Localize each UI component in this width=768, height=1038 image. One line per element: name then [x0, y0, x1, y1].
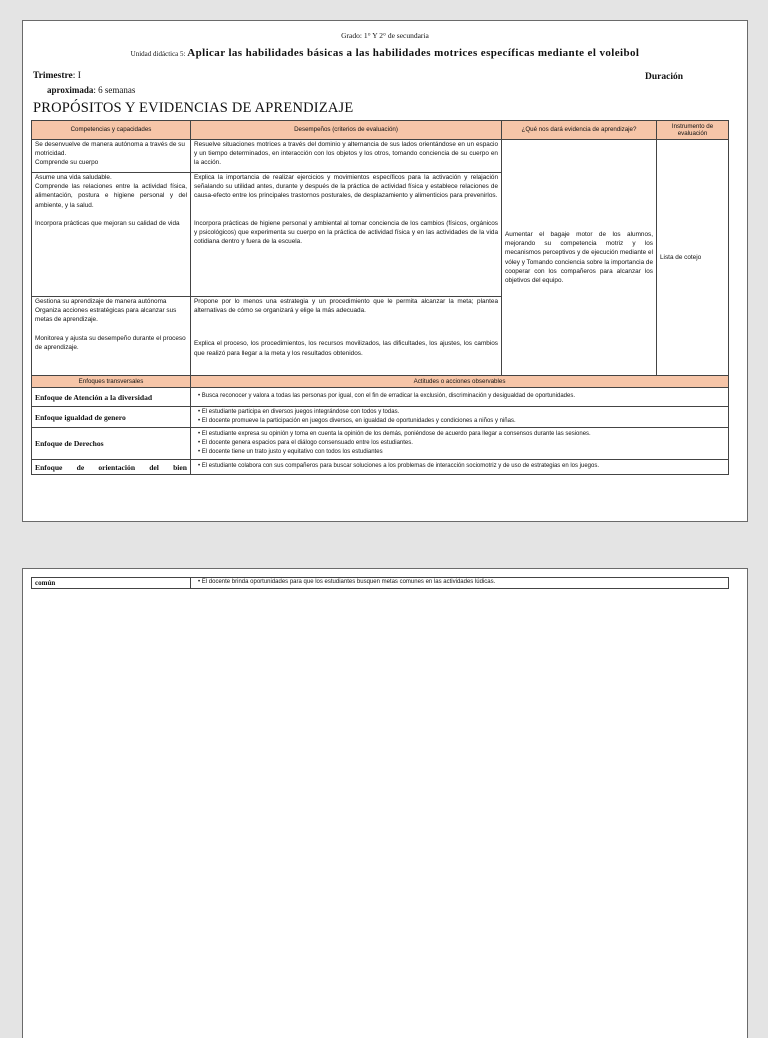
aproximada-value: : 6 semanas	[93, 85, 136, 95]
actitudes-cell	[191, 428, 729, 460]
enfoque-name: Enfoque de Atención a la diversidad	[32, 388, 191, 407]
actitud-item: • El estudiante participa en diversos juegos integrándose con todos y todas.	[198, 408, 725, 417]
purposes-table	[31, 120, 729, 475]
table-row	[32, 388, 729, 407]
header-actitudes: Actitudes o acciones observables	[191, 376, 729, 388]
competencia-text: Gestiona su aprendizaje de manera autónoma	[35, 298, 167, 305]
table-row	[32, 407, 729, 428]
table-row	[32, 460, 729, 475]
header-instrumento: Instrumento de evaluación	[657, 121, 729, 140]
unit-title-line	[23, 47, 747, 59]
enfoque-name: Enfoque igualdad de genero	[32, 407, 191, 428]
trimestre	[33, 71, 81, 81]
actitud-item: • El docente promueve la participación en juegos diversos, en igualdad de oportunidades y condiciones a niños y niñas.	[198, 417, 725, 426]
grade-line: Grado: 1° Y 2° de secundaria	[341, 31, 429, 40]
desempeno-text: Explica la importancia de realizar ejercicios y movimientos específicos para la activación y relajación señalando su utilidad antes, durante y después de la práctica de actividad física y establece relaciones de causa-efecto entre los principales trastornos posturales, de desplazamiento y alimenticios para prevenirlos.	[194, 174, 498, 200]
header-evidencia: ¿Qué nos dará evidencia de aprendizaje?	[502, 121, 657, 140]
enfoque-name: Enfoque de Derechos	[32, 428, 191, 460]
header-enfoques: Enfoques transversales	[32, 376, 191, 388]
capacidad-text: Comprende su cuerpo	[35, 159, 99, 167]
actitudes-cell	[191, 407, 729, 428]
duracion-label: Duración	[645, 72, 683, 82]
competencia-cell	[32, 173, 191, 297]
continuation-table	[31, 577, 729, 589]
actitud-item: • Busca reconocer y valora a todas las personas por igual, con el fin de erradicar la exclusión, discriminación y desigualdad de oportunidades.	[198, 392, 725, 401]
capacidad-text: Monitorea y ajusta su desempeño durante el proceso de aprendizaje.	[35, 334, 186, 351]
unit-prefix: Unidad didáctica 5:	[130, 50, 186, 58]
header-competencias: Competencias y capacidades	[32, 121, 191, 140]
competencia-text: Asume una vida saludable.	[35, 174, 112, 181]
document-page-2	[22, 568, 748, 1038]
actitud-item: • El docente genera espacios para el diálogo consensuado entre los estudiantes.	[198, 439, 725, 448]
capacidad-text: Comprende las relaciones entre la actividad física, alimentación, postura e higiene personal y del ambiente, y la salud.	[35, 183, 187, 209]
transversal-header-row	[32, 376, 729, 388]
actitudes-cell	[191, 460, 729, 475]
trimestre-label: Trimestre	[33, 71, 73, 81]
trimestre-value: : I	[72, 71, 81, 81]
instrument-cell: Lista de cotejo	[657, 140, 729, 376]
competencia-cell	[32, 140, 191, 173]
desempeno-cell	[191, 297, 502, 376]
section-title: PROPÓSITOS Y EVIDENCIAS DE APRENDIZAJE	[33, 100, 354, 116]
table-header-row	[32, 121, 729, 140]
actitud-item: • El docente tiene un trato justo y equitativo con todos los estudiantes	[198, 448, 725, 457]
desempeno-text: Incorpora prácticas de higiene personal y ambiental al tomar conciencia de los cambios (físicos, orgánicos y psicológicos) que experimenta su cuerpo en la práctica de actividad física y en las actividades de la vida cotidiana dentro y fuera de la escuela.	[194, 219, 498, 246]
enfoque-name: Enfoque de orientación del bien	[32, 460, 191, 475]
actitudes-cell	[191, 388, 729, 407]
competencia-cell	[32, 297, 191, 376]
unit-title: Aplicar las habilidades básicas a las habilidades motrices específicas mediante el voleibol	[187, 47, 640, 59]
desempeno-text: Explica el proceso, los procedimientos, los recursos movilizados, las dificultades, los ajustes, los cambios que realizó para llegar a la meta y los resultados obtenidos.	[194, 340, 498, 357]
table-row	[32, 428, 729, 460]
table-row	[32, 140, 729, 173]
capacidad-text: Organiza acciones estratégicas para alcanzar sus metas de aprendizaje.	[35, 307, 177, 324]
desempeno-cell: Resuelve situaciones motrices a través del dominio y alternancia de sus lados orientándose en un espacio y un tiempo determinados, en interacción con los objetos y los otros, tomando conciencia de su cuerpo en la acción.	[191, 140, 502, 173]
capacidad-text: Incorpora prácticas que mejoran su calidad de vida	[35, 219, 180, 227]
desempeno-text: Propone por lo menos una estrategia y un procedimiento que le permita alcanzar la meta; plantea alternativas de cómo se organizará y elige la más adecuada.	[194, 298, 498, 315]
enfoque-name: común	[32, 578, 191, 589]
competencia-text: Se desenvuelve de manera autónoma a través de su motricidad.	[35, 141, 185, 158]
evidence-cell: Aumentar el bagaje motor de los alumnos, mejorando su competencia motriz y los mecanismos perceptivos y de ejecución mediante el vóley y Tomando conciencia sobre la importancia de cooperar con los compañeros para alcanzar los objetivos del equipo.	[502, 140, 657, 376]
header-desempenos: Desempeños (criterios de evaluación)	[191, 121, 502, 140]
desempeno-cell	[191, 173, 502, 297]
document-page-1	[22, 20, 748, 522]
actitudes-cell	[191, 578, 729, 589]
aproximada	[47, 85, 135, 95]
aproximada-label: aproximada	[47, 85, 94, 95]
actitud-item: • El estudiante expresa su opinión y toma en cuenta la opinión de los demás, poniéndose de acuerdo para llegar a consensos durante las sesiones.	[198, 430, 725, 439]
table-row	[32, 578, 729, 589]
actitud-item: • El docente brinda oportunidades para que los estudiantes busquen metas comunes en las actividades lúdicas.	[198, 578, 725, 587]
actitud-item: • El estudiante colabora con sus compañeros para buscar soluciones a los problemas de interacción sociomotriz y de uso de estrategias en los juegos.	[198, 462, 725, 471]
